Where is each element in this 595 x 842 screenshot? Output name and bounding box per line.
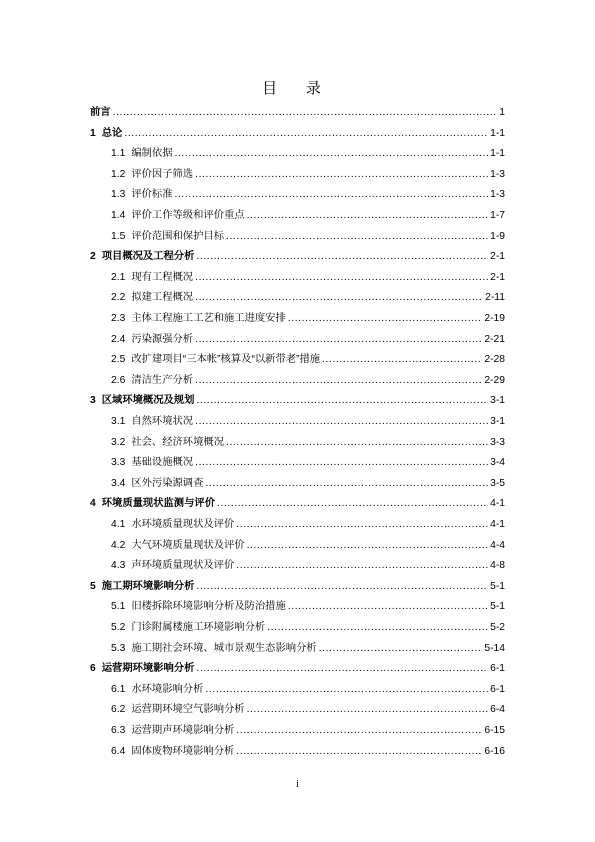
entry-page-number: 3-1 (490, 416, 505, 427)
toc-section-entry[interactable] (90, 456, 505, 470)
entry-title: 污染源强分析 (131, 333, 194, 345)
entry-page-number: 6-15 (484, 725, 505, 736)
toc-section-entry[interactable] (90, 415, 505, 429)
toc-section-entry[interactable] (90, 724, 505, 738)
dot-leader (175, 147, 489, 161)
dot-leader (113, 106, 498, 120)
entry-page-number: 2-1 (490, 271, 505, 283)
dot-leader (247, 703, 489, 717)
dot-leader (226, 230, 488, 244)
entry-title: 评价因子筛选 (131, 168, 194, 180)
dot-leader (175, 188, 489, 202)
dot-leader (288, 600, 488, 614)
dot-leader (226, 436, 488, 450)
entry-title: 评价工作等级和评价重点 (131, 210, 245, 221)
entry-number: 2.4 (111, 333, 126, 345)
toc-section-entry[interactable] (90, 147, 505, 161)
entry-number: 4.2 (111, 539, 126, 551)
toc-section-entry[interactable] (90, 642, 505, 656)
entry-number: 4 (90, 498, 96, 510)
entry-number: 2.1 (111, 271, 126, 283)
entry-title: 编制依据 (131, 148, 173, 160)
dot-leader (195, 374, 482, 388)
entry-number: 3.4 (111, 477, 126, 489)
entry-page-number: 6-1 (490, 663, 505, 675)
toc-section-entry[interactable] (90, 539, 505, 553)
entry-page-number: 2-1 (490, 251, 505, 263)
entry-page-number: 2-21 (484, 333, 505, 345)
entry-title: 水环境质量现状及评价 (131, 519, 235, 530)
entry-title: 清洁生产分析 (131, 374, 194, 386)
toc-chapter-entry[interactable] (90, 580, 505, 594)
entry-number: 6 (90, 663, 96, 675)
dot-leader (236, 559, 488, 573)
entry-number: 1.2 (111, 168, 126, 180)
dot-leader (236, 745, 482, 759)
entry-title: 水环境影响分析 (131, 683, 204, 695)
toc-section-entry[interactable] (90, 333, 505, 347)
dot-leader (196, 580, 488, 594)
toc-chapter-entry[interactable] (90, 662, 505, 676)
entry-number: 2.2 (111, 292, 126, 304)
dot-leader (267, 621, 488, 635)
dot-leader (205, 477, 488, 491)
entry-page-number: 1-1 (490, 148, 505, 160)
dot-leader (247, 209, 489, 223)
entry-title: 主体工程施工工艺和施工进度安排 (131, 313, 286, 324)
dot-leader (196, 662, 488, 676)
entry-number: 5 (90, 580, 96, 592)
toc-section-entry[interactable] (90, 436, 505, 450)
entry-page-number: 4-8 (490, 560, 505, 572)
entry-title: 区域环境概况及规划 (101, 395, 195, 407)
entry-page-number: 5-14 (484, 642, 505, 654)
dot-leader (196, 250, 488, 264)
entry-page-number: 2-11 (485, 292, 505, 304)
entry-page-number: 2-28 (484, 354, 505, 366)
entry-title: 声环境质量现状及评价 (131, 560, 235, 572)
entry-title: 总论 (101, 127, 123, 139)
toc-section-entry[interactable] (90, 168, 505, 182)
entry-title: 环境质量现状监测与评价 (101, 498, 215, 510)
toc-section-entry[interactable] (90, 559, 505, 573)
entry-number: 6.3 (111, 725, 126, 736)
toc-section-entry[interactable] (90, 271, 505, 285)
dot-leader (247, 539, 489, 553)
entry-number: 5.1 (111, 601, 126, 613)
toc-chapter-entry[interactable] (90, 106, 505, 120)
dot-leader (195, 456, 488, 470)
entry-title: 拟建工程概况 (131, 292, 194, 304)
entry-number: 6.1 (111, 683, 126, 695)
dot-leader (236, 724, 482, 738)
entry-number: 3 (90, 395, 96, 407)
entry-title: 现有工程概况 (131, 271, 194, 283)
dot-leader (195, 333, 482, 347)
entry-page-number: 5-2 (490, 622, 505, 633)
entry-page-number: 1-9 (490, 230, 505, 242)
entry-number: 3.3 (111, 457, 126, 469)
entry-title: 旧楼拆除环境影响分析及防治措施 (131, 601, 286, 613)
entry-title: 社会、经济环境概况 (131, 436, 224, 448)
entry-number: 2.3 (111, 313, 126, 324)
entry-page-number: 4-1 (490, 519, 505, 530)
entry-title: 运营期环境影响分析 (101, 663, 195, 675)
dot-leader (319, 642, 483, 656)
page-number: i (296, 779, 299, 790)
entry-title: 评价标准 (131, 189, 173, 201)
entry-number: 1 (90, 127, 96, 139)
dot-leader (205, 683, 488, 697)
toc-section-entry[interactable] (90, 477, 505, 491)
entry-title: 改扩建项目“三本帐”核算及“以新带老”措施 (131, 354, 321, 366)
entry-page-number: 4-4 (490, 539, 505, 551)
entry-title: 运营期声环境影响分析 (131, 725, 235, 736)
entry-title: 施工期环境影响分析 (101, 580, 195, 592)
toc-section-entry[interactable] (90, 683, 505, 697)
entry-number: 3.2 (111, 436, 126, 448)
entry-number: 2.5 (111, 354, 126, 366)
entry-page-number: 2-19 (484, 313, 505, 324)
entry-number: 6.4 (111, 745, 126, 757)
toc-chapter-entry[interactable] (90, 127, 505, 141)
entry-page-number: 3-3 (490, 436, 505, 448)
entry-page-number: 3-4 (490, 457, 505, 469)
entry-title: 前言 (90, 107, 111, 118)
entry-number: 4.3 (111, 560, 126, 572)
entry-page-number: 4-1 (490, 498, 505, 510)
entry-page-number: 6-1 (490, 683, 505, 695)
toc-chapter-entry[interactable] (90, 497, 505, 511)
dot-leader (236, 518, 488, 532)
entry-page-number: 5-1 (490, 601, 505, 613)
dot-leader (288, 312, 483, 326)
entry-title: 项目概况及工程分析 (101, 251, 195, 263)
toc-section-entry[interactable] (90, 312, 505, 326)
entry-page-number: 1-3 (490, 189, 505, 201)
toc-section-entry[interactable] (90, 230, 505, 244)
entry-number: 1.5 (111, 230, 126, 242)
dot-leader (195, 291, 483, 305)
toc-section-entry[interactable] (90, 745, 505, 759)
entry-number: 5.2 (111, 622, 126, 633)
entry-page-number: 6-16 (484, 745, 505, 757)
dot-leader (195, 271, 488, 285)
entry-number: 3.1 (111, 416, 126, 427)
entry-title: 基础设施概况 (131, 457, 194, 469)
entry-page-number: 2-29 (484, 374, 505, 386)
entry-page-number: 3-5 (490, 477, 505, 489)
toc-section-entry[interactable] (90, 518, 505, 532)
dot-leader (322, 353, 482, 367)
entry-number: 1.4 (111, 210, 126, 221)
page-title: 目 录 (262, 79, 333, 97)
entry-title: 运营期环境空气影响分析 (131, 704, 245, 716)
toc-section-entry[interactable] (90, 188, 505, 202)
entry-page-number: 1-7 (490, 210, 505, 221)
entry-title: 门诊附属楼施工环境影响分析 (131, 622, 266, 633)
dot-leader (217, 497, 488, 511)
entry-number: 1.3 (111, 189, 126, 201)
entry-page-number: 3-1 (490, 395, 505, 407)
entry-title: 评价范围和保护目标 (131, 230, 224, 242)
toc-section-entry[interactable] (90, 353, 505, 367)
entry-title: 施工期社会环境、城市景观生态影响分析 (131, 642, 317, 654)
toc-section-entry[interactable] (90, 291, 505, 305)
dot-leader (195, 415, 488, 429)
toc-section-entry[interactable] (90, 703, 505, 717)
toc-chapter-entry[interactable] (90, 250, 505, 264)
entry-page-number: 6-4 (490, 704, 505, 716)
entry-title: 大气环境质量现状及评价 (131, 539, 245, 551)
entry-number: 4.1 (111, 519, 126, 530)
entry-title: 固体废物环境影响分析 (131, 745, 235, 757)
entry-number: 2.6 (111, 374, 126, 386)
dot-leader (195, 168, 488, 182)
toc-section-entry[interactable] (90, 621, 505, 635)
toc-section-entry[interactable] (90, 209, 505, 223)
entry-number: 5.3 (111, 642, 126, 654)
dot-leader (196, 394, 488, 408)
entry-title: 自然环境状况 (131, 416, 194, 427)
dot-leader (124, 127, 488, 141)
entry-number: 6.2 (111, 704, 126, 716)
entry-number: 1.1 (111, 148, 126, 160)
entry-page-number: 1-1 (490, 127, 505, 139)
toc-section-entry[interactable] (90, 374, 505, 388)
entry-page-number: 1-3 (490, 168, 505, 180)
toc-chapter-entry[interactable] (90, 394, 505, 408)
entry-page-number: 1 (499, 107, 505, 118)
entry-number: 2 (90, 251, 96, 263)
entry-page-number: 5-1 (490, 580, 505, 592)
toc-section-entry[interactable] (90, 600, 505, 614)
entry-title: 区外污染源调查 (131, 477, 204, 489)
